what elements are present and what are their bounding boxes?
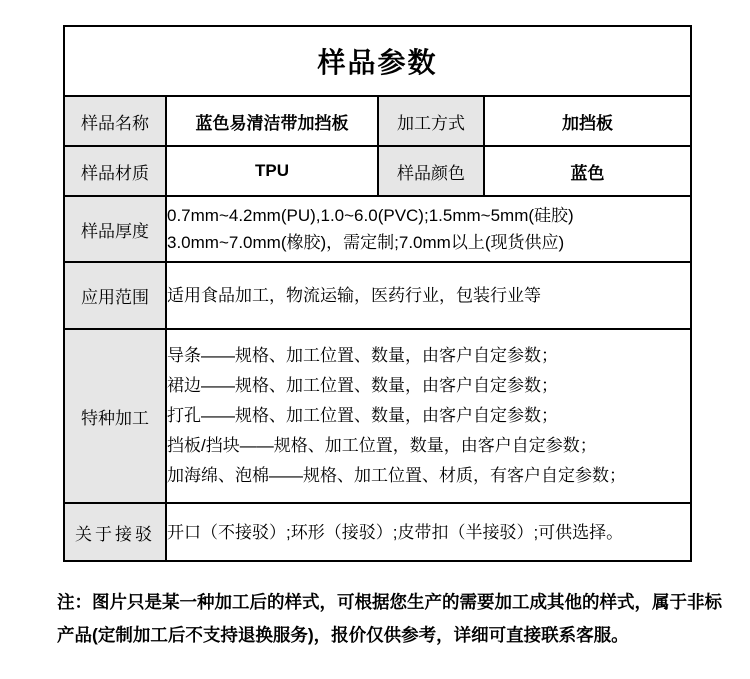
page-title: 样品参数 (64, 26, 691, 96)
special-line-sponge: 加海绵、泡棉——规格、加工位置、材质，有客户自定参数； (167, 466, 626, 485)
special-line-punching: 打孔——规格、加工位置、数量，由客户自定参数； (167, 406, 558, 425)
label-sample-name: 样品名称 (64, 96, 166, 146)
parameters-table (63, 25, 692, 562)
content-application-range (166, 262, 691, 329)
content-about-joining (166, 503, 691, 561)
footnote-line-2: 产品(定制加工后不支持退换服务)，报价仅供参考，详细可直接联系客服。 (57, 625, 629, 645)
thickness-line-1: 0.7mm~4.2mm(PU),1.0~6.0(PVC);1.5mm~5mm(硅胶) (167, 206, 574, 225)
label-special-processing: 特种加工 (64, 329, 166, 503)
table-row-application-range (64, 262, 691, 329)
footnote (57, 586, 722, 652)
value-sample-name: 蓝色易清洁带加挡板 (166, 96, 378, 146)
value-sample-material: TPU (166, 146, 378, 196)
label-application-range: 应用范围 (64, 262, 166, 329)
content-special-processing (166, 329, 691, 503)
label-processing-method: 加工方式 (378, 96, 484, 146)
special-line-guide-strip: 导条——规格、加工位置、数量，由客户自定参数； (167, 346, 558, 365)
value-sample-color: 蓝色 (484, 146, 691, 196)
content-sample-thickness (166, 196, 691, 262)
parameters-sheet (63, 25, 692, 562)
footnote-line-1: 注：图片只是某一种加工后的样式，可根据您生产的需要加工成其他的样式，属于非标 (57, 592, 722, 612)
label-sample-material: 样品材质 (64, 146, 166, 196)
joining-line: 开口（不接驳）;环形（接驳）;皮带扣（半接驳）;可供选择。 (167, 522, 624, 542)
table-row-sample-thickness (64, 196, 691, 262)
special-line-skirt: 裙边——规格、加工位置、数量，由客户自定参数； (167, 376, 558, 395)
table-row-special-processing (64, 329, 691, 503)
table-row-sample-name (64, 96, 691, 146)
label-sample-color: 样品颜色 (378, 146, 484, 196)
table-row-sample-material (64, 146, 691, 196)
title-row (64, 26, 691, 96)
table-row-about-joining (64, 503, 691, 561)
thickness-line-2: 3.0mm~7.0mm(橡胶)，需定制;7.0mm以上(现货供应) (167, 233, 565, 252)
label-about-joining: 关于接驳 (64, 503, 166, 561)
application-line: 适用食品加工，物流运输，医药行业，包装行业等 (167, 286, 541, 305)
label-sample-thickness: 样品厚度 (64, 196, 166, 262)
special-line-baffle: 挡板/挡块——规格、加工位置，数量，由客户自定参数； (167, 436, 597, 455)
value-processing-method: 加挡板 (484, 96, 691, 146)
